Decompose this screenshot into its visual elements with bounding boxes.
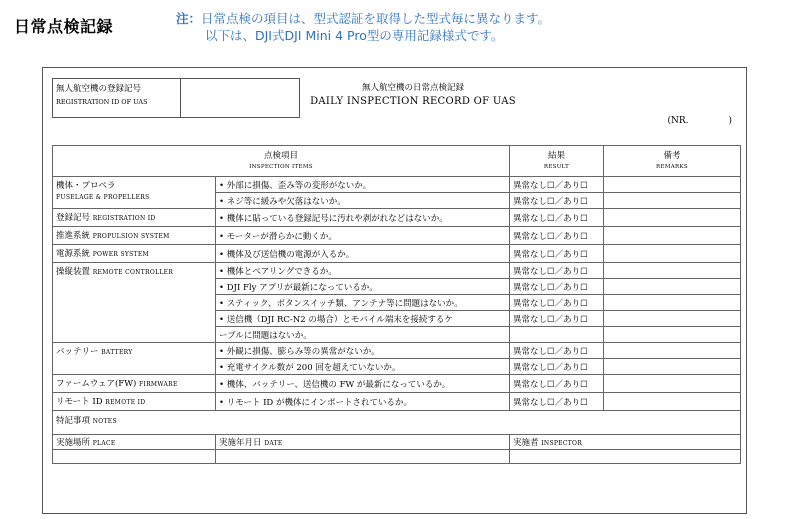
remarks-cell[interactable] xyxy=(604,209,741,227)
inspection-row xyxy=(53,263,741,279)
inspection-row xyxy=(53,245,741,263)
result-checkbox-cell[interactable]: 異常なし☐／あり☐ xyxy=(510,375,604,393)
category-label-jp: 操縦装置 xyxy=(56,267,91,277)
header-result-jp: 結果 xyxy=(547,151,565,161)
inspection-item: • 機体とペアリングできるか。 xyxy=(216,263,510,279)
remarks-cell[interactable] xyxy=(604,193,741,209)
header-result xyxy=(510,146,604,177)
result-checkbox-cell[interactable]: 異常なし☐／あり☐ xyxy=(510,263,604,279)
footer-inspector-label-en: INSPECTOR xyxy=(541,440,583,447)
inspection-item: • 外部に損傷、歪み等の変形がないか。 xyxy=(216,177,510,193)
category-cell xyxy=(53,209,216,227)
footer-date-label-en: DATE xyxy=(264,440,283,447)
category-label-en: REMOTE ID xyxy=(105,399,146,406)
footer-label-row xyxy=(53,435,741,450)
footer-inspector-label-jp: 実施者 xyxy=(513,438,539,448)
notes-label-en: NOTES xyxy=(92,418,117,425)
registration-label-jp: 無人航空機の登録記号 xyxy=(56,84,142,94)
category-label-jp: 電源系統 xyxy=(56,249,91,259)
category-cell xyxy=(53,227,216,245)
category-label-en: FUSELAGE & PROPELLERS xyxy=(56,194,150,201)
category-label-en: POWER SYSTEM xyxy=(92,251,149,258)
header-remarks-jp: 備考 xyxy=(663,151,681,161)
footer-place-label xyxy=(53,435,216,450)
inspection-row xyxy=(53,177,741,193)
result-checkbox-cell[interactable]: 異常なし☐／あり☐ xyxy=(510,311,604,327)
category-label-jp: リモート ID xyxy=(56,397,103,407)
record-title-jp: 無人航空機の日常点検記録 xyxy=(361,83,464,93)
category-label-jp: 登録記号 xyxy=(56,213,91,223)
category-label-en: BATTERY xyxy=(101,349,133,356)
notes-field[interactable] xyxy=(53,411,741,435)
result-checkbox-cell[interactable]: 異常なし☐／あり☐ xyxy=(510,177,604,193)
inspection-table xyxy=(52,145,741,464)
remarks-cell[interactable] xyxy=(604,227,741,245)
remarks-cell[interactable] xyxy=(604,295,741,311)
result-checkbox-cell[interactable]: 異常なし☐／あり☐ xyxy=(510,343,604,359)
result-checkbox-cell[interactable]: 異常なし☐／あり☐ xyxy=(510,227,604,245)
footer-inspector-label xyxy=(510,435,741,450)
remarks-cell[interactable] xyxy=(604,279,741,295)
category-label-en: PROPULSION SYSTEM xyxy=(92,233,170,240)
remarks-cell[interactable] xyxy=(604,359,741,375)
result-checkbox-cell[interactable]: 異常なし☐／あり☐ xyxy=(510,209,604,227)
registration-label xyxy=(53,79,181,117)
footer-inspector-field[interactable] xyxy=(510,450,741,464)
remarks-cell[interactable] xyxy=(604,375,741,393)
notice xyxy=(176,10,550,44)
remarks-cell[interactable] xyxy=(604,263,741,279)
registration-box xyxy=(52,78,300,118)
inspection-row xyxy=(53,375,741,393)
notice-text-2: 以下は、DJI式DJI Mini 4 Pro型の専用記録様式です。 xyxy=(205,28,504,43)
header-remarks xyxy=(604,146,741,177)
category-cell xyxy=(53,393,216,411)
result-checkbox-cell[interactable]: 異常なし☐／あり☐ xyxy=(510,279,604,295)
inspection-item: • 機体及び送信機の電源が入るか。 xyxy=(216,245,510,263)
table-header-row xyxy=(53,146,741,177)
category-cell xyxy=(53,263,216,343)
inspection-row xyxy=(53,227,741,245)
notice-text-1: 日常点検の項目は、型式認証を取得した型式毎に異なります。 xyxy=(201,11,551,26)
record-title xyxy=(273,82,553,110)
inspection-record-form xyxy=(42,67,747,514)
result-checkbox-cell[interactable]: 異常なし☐／あり☐ xyxy=(510,193,604,209)
footer-value-row xyxy=(53,450,741,464)
footer-date-label xyxy=(216,435,510,450)
inspection-item: • ネジ等に緩みや欠落はないか。 xyxy=(216,193,510,209)
notice-label: 注： xyxy=(176,11,202,26)
result-checkbox-cell xyxy=(510,327,604,343)
header-remarks-en: REMARKS xyxy=(656,164,688,170)
header-items-jp: 点検項目 xyxy=(263,151,298,161)
record-number-open: (NR. xyxy=(667,116,689,126)
footer-place-field[interactable] xyxy=(53,450,216,464)
category-label-jp: ファームウェア(FW) xyxy=(56,379,137,389)
inspection-item: • 送信機（DJI RC-N2 の場合）とモバイル端末を接続するケ xyxy=(216,311,510,327)
remarks-cell[interactable] xyxy=(604,311,741,327)
category-label-jp: バッテリー xyxy=(56,347,99,357)
registration-label-en: REGISTRATION ID OF UAS xyxy=(56,98,148,106)
notes-label-jp: 特記事項 xyxy=(56,416,91,426)
remarks-cell[interactable] xyxy=(604,393,741,411)
footer-place-label-jp: 実施場所 xyxy=(56,438,91,448)
inspection-item: ーブルに問題はないか。 xyxy=(216,327,510,343)
result-checkbox-cell[interactable]: 異常なし☐／あり☐ xyxy=(510,393,604,411)
category-cell xyxy=(53,177,216,209)
inspection-item: • DJI Fly アプリが最新になっているか。 xyxy=(216,279,510,295)
remarks-cell[interactable] xyxy=(604,177,741,193)
inspection-item: • 外観に損傷、膨らみ等の異常がないか。 xyxy=(216,343,510,359)
record-number xyxy=(667,116,732,126)
header-result-en: RESULT xyxy=(543,164,570,170)
page-title: 日常点検記録 xyxy=(14,17,114,36)
category-label-en: REMOTE CONTROLLER xyxy=(92,269,174,276)
remarks-cell[interactable] xyxy=(604,343,741,359)
inspection-item: • モーターが滑らかに動くか。 xyxy=(216,227,510,245)
inspection-item: • 充電サイクル数が 200 回を超えていないか。 xyxy=(216,359,510,375)
category-cell xyxy=(53,375,216,393)
result-checkbox-cell[interactable]: 異常なし☐／あり☐ xyxy=(510,295,604,311)
category-cell xyxy=(53,245,216,263)
category-label-jp: 機体・プロペラ xyxy=(56,181,116,191)
inspection-item: • リモート ID が機体にインポートされているか。 xyxy=(216,393,510,411)
category-label-en: REGISTRATION ID xyxy=(92,215,156,222)
notes-row xyxy=(53,411,741,435)
category-label-en: FIRMWARE xyxy=(138,381,178,388)
remarks-cell[interactable] xyxy=(604,245,741,263)
category-label-jp: 推進系統 xyxy=(56,231,91,241)
record-number-close: ) xyxy=(728,116,732,126)
result-checkbox-cell[interactable]: 異常なし☐／あり☐ xyxy=(510,359,604,375)
category-cell xyxy=(53,343,216,375)
inspection-item: • 機体に貼っている登録記号に汚れや剥がれなどはないか。 xyxy=(216,209,510,227)
inspection-row xyxy=(53,343,741,359)
result-checkbox-cell[interactable]: 異常なし☐／あり☐ xyxy=(510,245,604,263)
record-title-en: DAILY INSPECTION RECORD OF UAS xyxy=(310,96,516,107)
footer-date-field[interactable] xyxy=(216,450,510,464)
footer-place-label-en: PLACE xyxy=(92,440,116,447)
header-items-en: INSPECTION ITEMS xyxy=(249,164,313,170)
footer-date-label-jp: 実施年月日 xyxy=(219,438,262,448)
header-items xyxy=(53,146,510,177)
inspection-item: • スティック、ボタンスイッチ類、アンテナ等に問題はないか。 xyxy=(216,295,510,311)
notice-line-1 xyxy=(176,10,550,27)
inspection-row xyxy=(53,209,741,227)
inspection-item: • 機体、バッテリー、送信機の FW が最新になっているか。 xyxy=(216,375,510,393)
inspection-row xyxy=(53,393,741,411)
remarks-cell[interactable] xyxy=(604,327,741,343)
